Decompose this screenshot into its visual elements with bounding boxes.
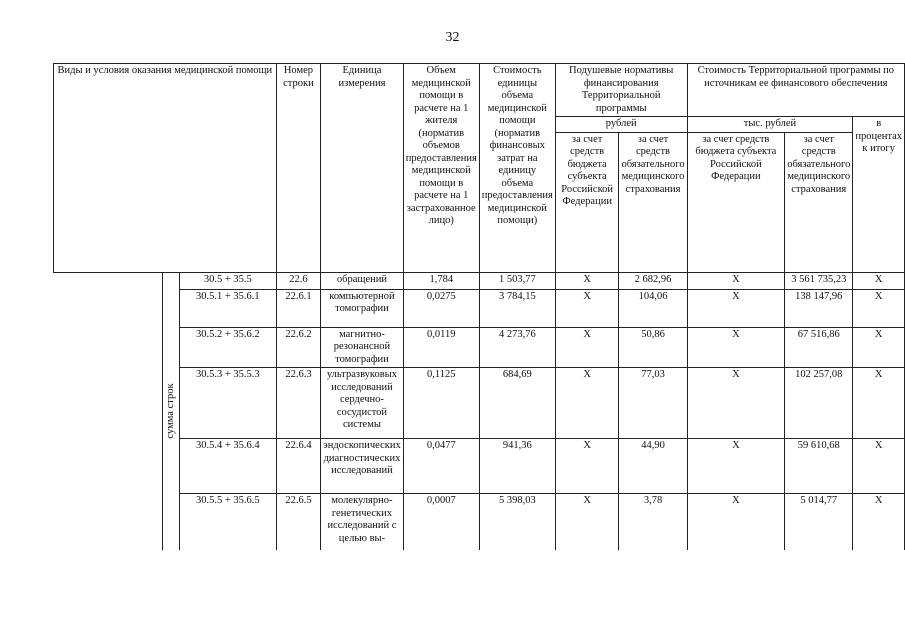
table-row [54,289,905,327]
row-oms: 104,06 [619,289,687,327]
row-oms-thousand: 138 147,96 [785,289,853,327]
row-budget-thousand: X [687,327,785,368]
row-number: 22.6 [276,272,320,289]
row-oms-thousand: 102 257,08 [785,368,853,439]
row-number: 22.6.1 [276,289,320,327]
row-budget: X [555,272,619,289]
header-volume: Объем медицинской помощи в расчете на 1 жителя (норматив объемов предоставления медицинской помощи в расчете на 1 застрахованное лицо) [403,64,479,273]
header-cost: Стоимость единицы объема медицинской помощи (норматив финансовых затрат на единицу объема предоставления медицинской помощи) [479,64,555,273]
table-row [54,327,905,368]
row-oms: 77,03 [619,368,687,439]
row-budget-thousand: X [687,368,785,439]
row-budget: X [555,368,619,439]
row-formula: 30.5.4 + 35.6.4 [179,439,276,494]
blank-cell [54,272,163,550]
table-row [54,272,905,289]
row-oms: 2 682,96 [619,272,687,289]
row-cost: 5 398,03 [479,494,555,550]
header-thousand-rub: тыс. рублей [687,117,853,133]
header-percent: в процентах к итогу [853,117,905,273]
row-percent: X [853,439,905,494]
header-types: Виды и условия оказания медицинской помощи [54,64,277,273]
row-unit: молекулярно-генетических исследований с целью вы- [321,494,404,550]
table-row [54,494,905,550]
row-budget: X [555,439,619,494]
header-budget: за счет средств бюджета субъекта Российской Федерации [555,132,619,272]
header-rub: рублей [555,117,687,133]
table-row [54,368,905,439]
row-volume: 0,0275 [403,289,479,327]
row-unit: эндоскопических диагностических исследований [321,439,404,494]
row-formula: 30.5.2 + 35.6.2 [179,327,276,368]
row-oms-thousand: 5 014,77 [785,494,853,550]
row-unit: обращений [321,272,404,289]
row-number: 22.6.5 [276,494,320,550]
row-budget-thousand: X [687,289,785,327]
row-cost: 684,69 [479,368,555,439]
header-program-cost: Стоимость Территориальной программы по источникам ее финансового обеспечения [687,64,904,117]
row-budget: X [555,327,619,368]
table-row [54,439,905,494]
row-number: 22.6.4 [276,439,320,494]
header-oms: за счет средств обязательного медицинского страхования [619,132,687,272]
row-volume: 0,0007 [403,494,479,550]
row-percent: X [853,327,905,368]
row-volume: 0,0477 [403,439,479,494]
row-oms: 44,90 [619,439,687,494]
row-budget-thousand: X [687,439,785,494]
row-formula: 30.5 + 35.5 [179,272,276,289]
page-number: 32 [445,30,460,45]
row-percent: X [853,368,905,439]
row-formula: 30.5.5 + 35.6.5 [179,494,276,550]
row-formula: 30.5.1 + 35.6.1 [179,289,276,327]
row-budget-thousand: X [687,494,785,550]
row-volume: 1,784 [403,272,479,289]
header-per-capita: Подушевые нормативы финансирования Территориальной программы [555,64,687,117]
side-label: сумма строк [164,383,176,439]
row-unit: компьютерной томографии [321,289,404,327]
row-budget: X [555,289,619,327]
row-budget: X [555,494,619,550]
row-number: 22.6.3 [276,368,320,439]
financing-table [53,63,905,550]
row-percent: X [853,494,905,550]
header-budget-thousand: за счет средств бюджета субъекта Российской Федерации [687,132,785,272]
header-row-number: Номер строки [276,64,320,273]
side-label-cell [162,272,179,550]
row-oms-thousand: 67 516,86 [785,327,853,368]
row-cost: 4 273,76 [479,327,555,368]
row-number: 22.6.2 [276,327,320,368]
row-unit: ультразвуковых исследований сердечно-сосудистой системы [321,368,404,439]
row-formula: 30.5.3 + 35.5.3 [179,368,276,439]
row-oms: 3,78 [619,494,687,550]
header-unit: Единица измерения [321,64,404,273]
row-oms-thousand: 3 561 735,23 [785,272,853,289]
row-cost: 1 503,77 [479,272,555,289]
row-percent: X [853,289,905,327]
row-cost: 3 784,15 [479,289,555,327]
header-oms-thousand: за счет средств обязательного медицинского страхования [785,132,853,272]
row-oms: 50,86 [619,327,687,368]
row-volume: 0,0119 [403,327,479,368]
row-budget-thousand: X [687,272,785,289]
row-volume: 0,1125 [403,368,479,439]
row-oms-thousand: 59 610,68 [785,439,853,494]
row-unit: магнитно-резонансной томографии [321,327,404,368]
row-percent: X [853,272,905,289]
row-cost: 941,36 [479,439,555,494]
